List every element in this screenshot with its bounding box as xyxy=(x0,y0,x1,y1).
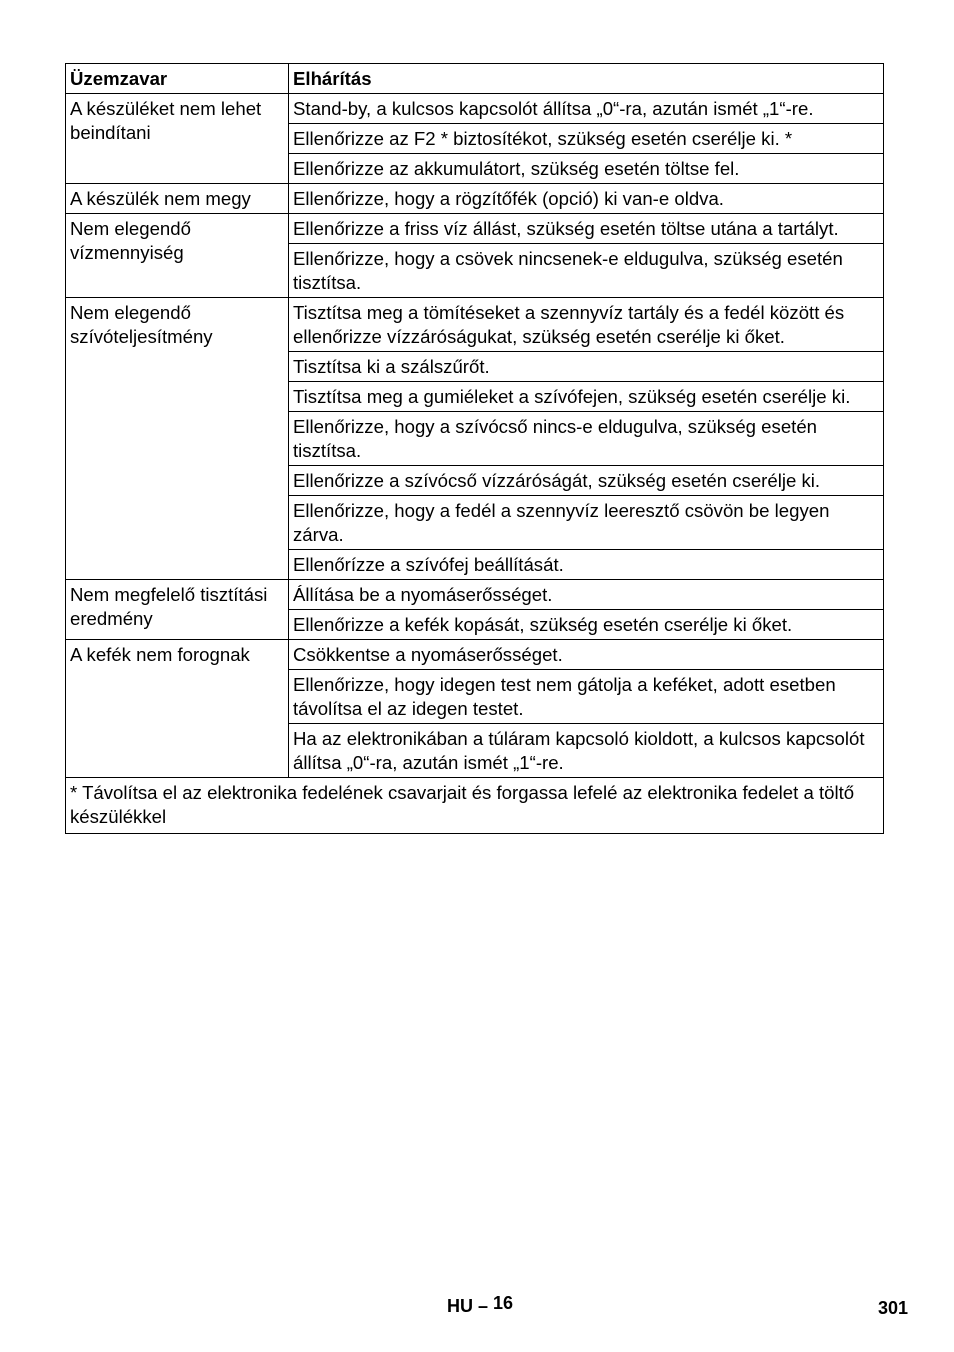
table-row xyxy=(66,580,884,610)
remedy-cell: Állítása be a nyomáserősséget. xyxy=(289,580,884,610)
table-row xyxy=(66,94,884,124)
language-label: HU – xyxy=(447,1296,489,1316)
table-row xyxy=(66,214,884,244)
remedy-cell: Ellenőrizze az F2 * biztosítékot, szükség esetén cserélje ki. * xyxy=(289,124,884,154)
footnote-row xyxy=(66,778,884,834)
table-header-row xyxy=(66,64,884,94)
section-page-number: 16 xyxy=(493,1293,514,1313)
table-row xyxy=(66,298,884,352)
remedy-cell: Ellenőrizze, hogy a csövek nincsenek-e eldugulva, szükség esetén tisztítsa. xyxy=(289,244,884,298)
remedy-cell: Stand-by, a kulcsos kapcsolót állítsa „0“-ra, azután ismét „1“-re. xyxy=(289,94,884,124)
remedy-cell: Csökkentse a nyomáserősséget. xyxy=(289,640,884,670)
troubleshooting-table xyxy=(65,63,884,834)
remedy-cell: Ellenőrizze az akkumulátort, szükség esetén töltse fel. xyxy=(289,154,884,184)
page-footer-label xyxy=(447,1293,514,1317)
remedy-cell: Tisztítsa meg a gumiéleket a szívófejen, szükség esetén cserélje ki. xyxy=(289,382,884,412)
fault-cell: Nem megfelelő tisztítási eredmény xyxy=(66,580,289,640)
fault-cell: A kefék nem forognak xyxy=(66,640,289,778)
remedy-cell: Ellenőrizze, hogy idegen test nem gátolja a keféket, adott esetben távolítsa el az idegen testet. xyxy=(289,670,884,724)
remedy-cell: Ellenőrizze, hogy a fedél a szennyvíz leeresztő csövön be legyen zárva. xyxy=(289,496,884,550)
remedy-cell: Tisztítsa ki a szálszűrőt. xyxy=(289,352,884,382)
remedy-cell: Ellenőrizze a szívócső vízzáróságát, szükség esetén cserélje ki. xyxy=(289,466,884,496)
remedy-cell: Tisztítsa meg a tömítéseket a szennyvíz tartály és a fedél között és ellenőrizze vízzáróságukat, szükség esetén cserélje ki őket. xyxy=(289,298,884,352)
remedy-cell: Ellenőrizze a friss víz állást, szükség esetén töltse utána a tartályt. xyxy=(289,214,884,244)
fault-cell: Nem elegendő vízmennyiség xyxy=(66,214,289,298)
table-row xyxy=(66,184,884,214)
column-header-remedy: Elhárítás xyxy=(289,64,884,94)
fault-cell: A készülék nem megy xyxy=(66,184,289,214)
remedy-cell: Ellenőrizze, hogy a szívócső nincs-e eldugulva, szükség esetén tisztítsa. xyxy=(289,412,884,466)
remedy-cell: Ellenőrizze a kefék kopását, szükség esetén cserélje ki őket. xyxy=(289,610,884,640)
fault-cell: A készüléket nem lehet beindítani xyxy=(66,94,289,184)
footnote: * Távolítsa el az elektronika fedelének csavarjait és forgassa lefelé az elektronika fedelet a töltő készülékkel xyxy=(66,778,884,834)
table-row xyxy=(66,640,884,670)
remedy-cell: Ellenőrizze, hogy a rögzítőfék (opció) ki van-e oldva. xyxy=(289,184,884,214)
remedy-cell: Ellenőrízze a szívófej beállítását. xyxy=(289,550,884,580)
column-header-fault: Üzemzavar xyxy=(66,64,289,94)
page-number: 301 xyxy=(878,1298,909,1318)
fault-cell: Nem elegendő szívóteljesítmény xyxy=(66,298,289,580)
remedy-cell: Ha az elektronikában a túláram kapcsoló kioldott, a kulcsos kapcsolót állítsa „0“-ra, azután ismét „1“-re. xyxy=(289,724,884,778)
